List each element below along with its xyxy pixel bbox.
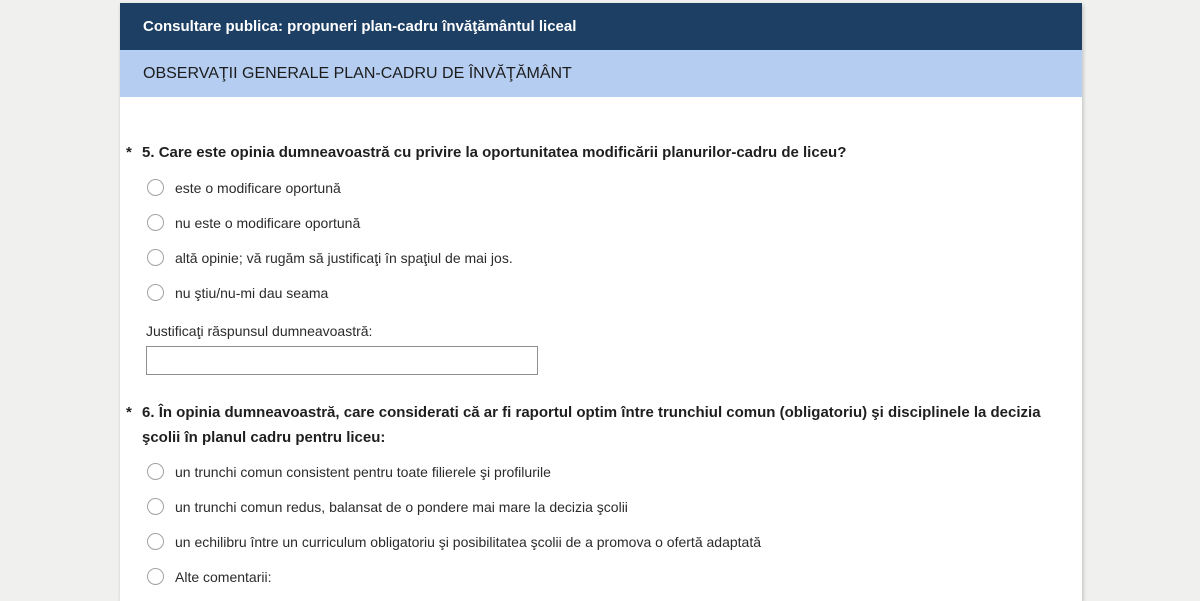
radio-option-label: un trunchi comun redus, balansat de o pondere mai mare la decizia şcolii [175,498,628,515]
survey-page [120,3,1082,601]
radio-option-label: Alte comentarii: [175,568,272,585]
radio-option-row[interactable] [147,275,1082,310]
section-header-bar [120,50,1082,97]
section-header: OBSERVAŢII GENERALE PLAN-CADRU DE ÎNVĂŢĂMÂNT [143,64,572,82]
radio-option-row[interactable] [147,454,1082,489]
radio-option-row[interactable] [147,170,1082,205]
radio-option-label: nu ştiu/nu-mi dau seama [175,284,329,301]
radio-button-unchecked[interactable] [147,214,164,231]
form-content [120,97,1082,601]
justification-input[interactable] [146,346,538,375]
radio-option-label: altă opinie; vă rugăm să justificaţi în spaţiul de mai jos. [175,249,513,266]
radio-button-unchecked[interactable] [147,533,164,550]
radio-option-label: un trunchi comun consistent pentru toate filierele şi profilurile [175,463,551,480]
required-asterisk: * [126,404,132,421]
radio-option-row[interactable] [147,524,1082,559]
question-6-title [126,400,1067,450]
radio-option-label: un echilibru între un curriculum obligatoriu şi posibilitatea şcolii de a promova o ofertă adaptată [175,533,761,550]
radio-button-unchecked[interactable] [147,568,164,585]
radio-option-row[interactable] [147,559,1082,594]
radio-button-unchecked[interactable] [147,498,164,515]
radio-option-label: nu este o modificare oportună [175,214,361,231]
radio-option-row[interactable] [147,240,1082,275]
survey-title: Consultare publica: propuneri plan-cadru învăţământul liceal [143,18,577,35]
survey-title-bar [120,3,1082,50]
radio-button-unchecked[interactable] [147,249,164,266]
question-5 [120,140,1082,375]
radio-option-label: este o modificare oportună [175,179,341,196]
question-6 [120,400,1082,594]
radio-option-row[interactable] [147,205,1082,240]
question-5-number: 5. [142,144,155,161]
radio-option-row[interactable] [147,489,1082,524]
question-6-text: În opinia dumneavoastră, care considerati că ar fi raportul optim între trunchiul comun (obligatoriu) şi disciplinele la decizia şcolii în planul cadru pentru liceu: [142,404,1041,446]
question-5-options [142,170,1082,310]
required-asterisk: * [126,144,132,161]
question-5-title [126,140,1067,165]
radio-button-unchecked[interactable] [147,463,164,480]
justification-label: Justificaţi răspunsul dumneavoastră: [146,323,373,339]
radio-button-unchecked[interactable] [147,284,164,301]
question-6-number: 6. [142,404,155,421]
question-5-text: Care este opinia dumneavoastră cu privire la oportunitatea modificării planurilor-cadru de liceu? [158,144,847,161]
radio-button-unchecked[interactable] [147,179,164,196]
justification-section [146,323,1082,375]
question-6-options [142,454,1082,594]
